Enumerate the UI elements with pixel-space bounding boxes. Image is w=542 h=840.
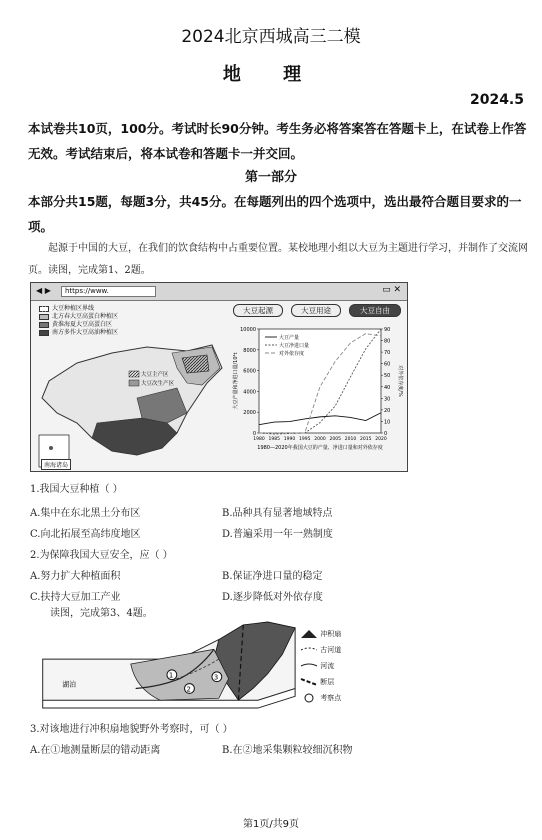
x-tick-label: 2015	[360, 437, 372, 442]
soybean-webpage-figure	[30, 282, 408, 472]
point-2-label: 2	[186, 685, 191, 694]
browser-nav-icon: ◀ ▶	[36, 286, 51, 295]
y2-tick-label: 0	[384, 431, 388, 437]
map-label-main-area: 大豆主产区	[141, 372, 169, 378]
q2-option-b: B.保证净进口量的稳定	[222, 571, 323, 582]
x-tick-label: 2005	[329, 437, 341, 442]
lake-label: 湖泊	[62, 680, 76, 689]
china-map	[37, 343, 227, 469]
chart-title: 1980—2020年我国大豆的产量、净进口量和对外依存度	[257, 445, 383, 451]
q2-option-d: D.逐步降低对外依存度	[222, 592, 323, 603]
q2-option-c: C.扶持大豆加工产业	[30, 592, 121, 603]
legend-item: 大豆种植区界线	[52, 305, 95, 312]
soybean-chart	[231, 321, 406, 469]
tab-freedom: 大豆自由	[349, 304, 401, 317]
q3-stem: 3.对该地进行冲积扇地貌野外考察时，可（ ）	[30, 724, 233, 735]
y2-tick-label: 50	[384, 373, 391, 380]
x-tick-label: 1990	[283, 437, 296, 442]
page-footer: 第1页/共9页	[242, 819, 300, 830]
y-tick-label: 10000	[240, 327, 256, 333]
tab-origin: 大豆起源	[233, 304, 283, 317]
y-tick-label: 2000	[243, 410, 256, 417]
q1-option-d: D.普遍采用一年一熟制度	[222, 529, 333, 540]
x-tick-label: 2020	[375, 437, 387, 442]
window-controls-icon: ▭ ✕	[382, 285, 401, 295]
legend-item: 河流	[320, 662, 335, 670]
legend-item: 南方多作大豆高油种植区	[52, 329, 119, 336]
exam-title: 2024北京西城高三二模	[181, 27, 361, 47]
subject-title: 地 理	[222, 64, 320, 85]
legend-label: 大豆产量	[279, 335, 300, 341]
q1-option-c: C.向北拓展至高纬度地区	[30, 529, 141, 540]
q1-stem: 1.我国大豆种植（ ）	[30, 484, 123, 495]
x-tick-label: 2000	[314, 437, 326, 442]
y-tick-label: 6000	[243, 368, 256, 375]
alluvial-legend	[300, 626, 390, 706]
south-sea-label: 南海诸岛	[41, 459, 71, 470]
y2-tick-label: 90	[384, 327, 391, 333]
q2-option-a: A.努力扩大种植面积	[30, 571, 121, 582]
y2-tick-label: 70	[384, 350, 391, 357]
q1-option-b: B.品种具有显著地域特点	[222, 508, 333, 519]
x-tick-label: 1995	[299, 437, 311, 442]
browser-toolbar	[31, 283, 407, 301]
map-label-secondary-area: 大豆次生产区	[141, 381, 175, 387]
y2-tick-label: 60	[384, 361, 391, 368]
intro-text-1: 起源于中国的大豆，在我们的饮食结构中占重要位置。某校地理小组以大豆为主题进行学习，并制作了交流网页。读图，完成第1、2题。	[28, 243, 528, 276]
legend-label: 大豆净进口量	[279, 343, 310, 349]
y2-axis-label: 对外依存度/%	[397, 365, 403, 397]
part-title: 第一部分	[244, 170, 297, 185]
x-tick-label: 1980	[253, 437, 265, 442]
point-1-label: 1	[168, 671, 174, 680]
x-tick-label: 1985	[268, 437, 280, 442]
y-tick-label: 0	[252, 431, 256, 437]
y2-tick-label: 20	[384, 407, 391, 414]
y2-tick-label: 10	[384, 419, 391, 426]
x-tick-label: 2010	[344, 437, 357, 442]
q3-option-a: A.在①地测量断层的错动距离	[30, 745, 161, 756]
legend-item: 北方春大豆高蛋白种植区	[52, 313, 119, 320]
legend-item: 考察点	[320, 694, 342, 702]
legend-label: 对外依存度	[279, 351, 305, 357]
legend-item: 冲积扇	[320, 630, 342, 638]
alluvial-fan-figure	[30, 620, 300, 710]
legend-item: 黄淮海夏大豆高蛋白区	[52, 321, 113, 328]
q1-option-a: A.集中在东北黑土分布区	[30, 508, 141, 519]
y2-tick-label: 40	[384, 384, 391, 391]
y2-tick-label: 80	[384, 338, 391, 345]
q2-stem: 2.为保障我国大豆安全，应（ ）	[30, 550, 173, 561]
tab-uses: 大豆用途	[291, 304, 341, 317]
y-axis-label: 大豆产量和净进口量/10⁴t	[233, 352, 239, 410]
part-note: 本部分共15题，每题3分，共45分。在每题列出的四个选项中，选出最符合题目要求的一项。	[28, 194, 522, 234]
y-tick-label: 8000	[243, 347, 256, 354]
intro-text-2: 读图，完成第3、4题。	[50, 608, 153, 619]
y2-tick-label: 30	[384, 396, 391, 403]
exam-date: 2024.5	[469, 92, 524, 108]
q3-option-b: B.在②地采集颗粒较细沉积物	[222, 745, 353, 756]
point-3-label: 3	[213, 673, 219, 682]
legend-item: 古河道	[320, 646, 342, 654]
plot-area	[259, 329, 381, 433]
exam-notice: 本试卷共10页，100分。考试时长90分钟。考生务必将答案答在答题卡上，在试卷上作答无效。考试结束后，将本试卷和答题卡一并交回。	[28, 121, 527, 161]
legend-item: 断层	[320, 678, 335, 686]
y-tick-label: 4000	[243, 389, 256, 396]
url-bar: https://www.	[61, 286, 156, 297]
map-legend	[39, 305, 189, 337]
